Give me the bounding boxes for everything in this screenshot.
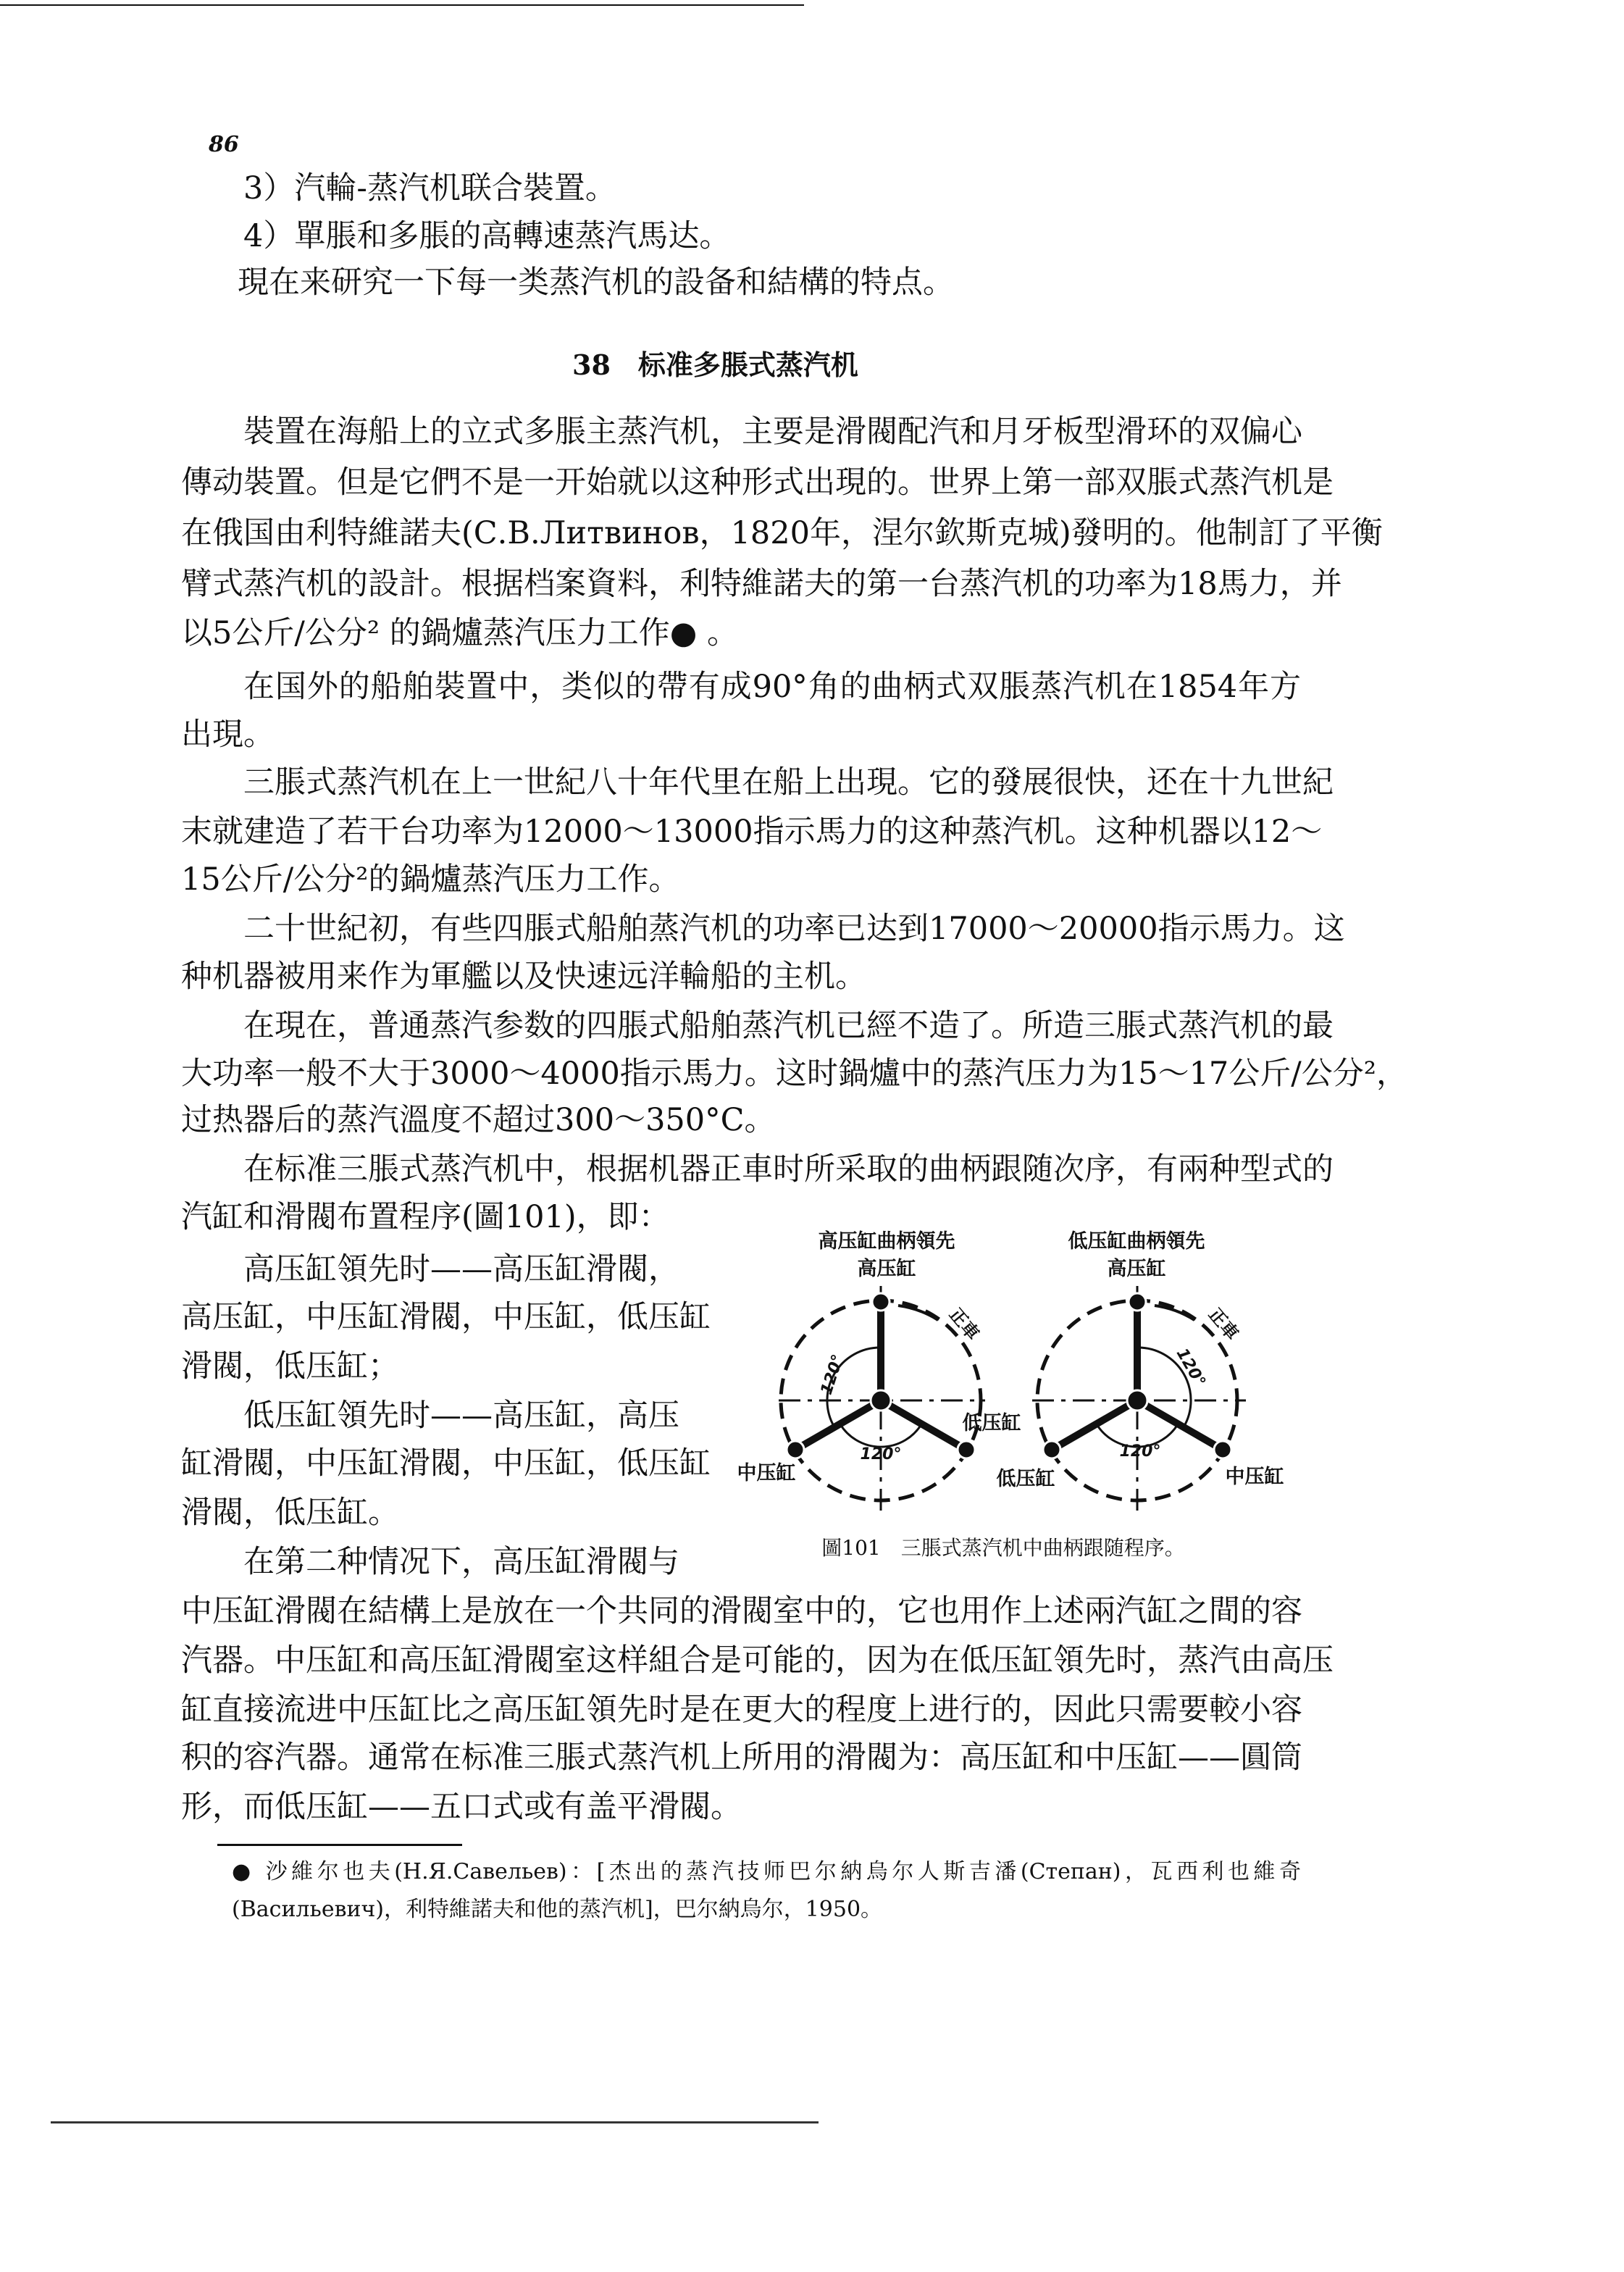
crank-pin	[1129, 1293, 1146, 1311]
list-item: 4）單脹和多脹的高轉速蒸汽馬达。	[243, 218, 731, 254]
text-line: 在国外的船舶裝置中，类似的帶有成90°角的曲柄式双脹蒸汽机在1854年方	[243, 669, 1301, 705]
text-line: 出現。	[181, 717, 275, 753]
intro-text: 現在来研究一下每一类蒸汽机的設备和結構的特点。	[238, 264, 954, 301]
text-line: 在第二种情况下，高压缸滑閥与	[243, 1544, 679, 1580]
angle-label: 120°	[817, 1352, 848, 1398]
angle-label: 120°	[1119, 1442, 1161, 1461]
text-line: 在俄国由利特維諾夫(С.В.Литвинов，1820年，涅尔欽斯克城)發明的。他制訂了平衡	[181, 515, 1383, 551]
text-line: 形，而低压缸——五口式或有盖平滑閥。	[181, 1789, 742, 1825]
crank-pin	[1043, 1441, 1060, 1458]
diagram-title: 低压缸曲柄領先	[1068, 1230, 1205, 1253]
diagram-title: 高压缸曲柄領先	[818, 1230, 955, 1253]
text-line: 15公斤/公分²的鍋爐蒸汽压力工作。	[181, 861, 680, 898]
label-ip-cylinder: 中压缸	[1225, 1466, 1284, 1488]
label-lp-cylinder: 低压缸	[996, 1468, 1055, 1490]
text-line: 在現在，普通蒸汽参数的四脹式船舶蒸汽机已經不造了。所造三脹式蒸汽机的最	[243, 1008, 1334, 1044]
text-line: 大功率一般不大于3000～4000指示馬力。这时鍋爐中的蒸汽压力为15～17公斤/公分²，	[181, 1056, 1408, 1092]
text-line: 中压缸滑閥在結構上是放在一个共同的滑閥室中的，它也用作上述兩汽缸之間的容	[181, 1593, 1302, 1629]
text-line: 汽缸和滑閥布置程序(圖101)，即：	[181, 1199, 670, 1235]
text-line: 滑閥，低压缸；	[181, 1348, 399, 1384]
text-line: 汽器。中压缸和高压缸滑閥室这样組合是可能的，因为在低压缸領先时，蒸汽由高压	[181, 1642, 1334, 1679]
text-line: 以5公斤/公分² 的鍋爐蒸汽压力工作● 。	[181, 615, 738, 651]
crank-shaft	[871, 1390, 891, 1411]
angle-label: 120°	[860, 1445, 902, 1463]
label-ip-cylinder: 中压缸	[737, 1462, 796, 1484]
text-line: 高压缸領先时——高压缸滑閥，	[243, 1251, 679, 1287]
crank-pin	[1214, 1441, 1231, 1458]
text-line: 积的容汽器。通常在标准三脹式蒸汽机上所用的滑閥为：高压缸和中压缸——圓筒	[181, 1740, 1302, 1776]
diagram-hp-lead	[737, 1229, 1021, 1514]
text-line: 缸滑閥，中压缸滑閥，中压缸，低压缸	[181, 1445, 711, 1482]
crank-pin	[872, 1293, 890, 1311]
text-line: 缸直接流进中压缸比之高压缸領先时是在更大的程度上进行的，因此只需要較小容	[181, 1692, 1302, 1728]
direction-label: 正車	[1205, 1304, 1243, 1345]
footnote-line: (Васильевич)，利特維諾夫和他的蒸汽机]，巴尔納烏尔，1950。	[232, 1897, 883, 1922]
text-line: 滑閥，低压缸。	[181, 1495, 399, 1531]
text-line: 在标准三脹式蒸汽机中，根据机器正車时所采取的曲柄跟随次序，有兩种型式的	[243, 1151, 1334, 1187]
text-line: 高压缸，中压缸滑閥，中压缸，低压缸	[181, 1299, 711, 1335]
footnote-line: ● 沙維尔也夫(Н.Я.Савельев)：[杰出的蒸汽技师巴尔納烏尔人斯吉潘(Степан)，瓦西利也維奇	[232, 1859, 1301, 1884]
text-line: 种机器被用来作为軍艦以及快速远洋輪船的主机。	[181, 958, 866, 995]
text-line: 傳动裝置。但是它們不是一开始就以这种形式出現的。世界上第一部双脹式蒸汽机是	[181, 464, 1334, 501]
text-line: 低压缸領先时——高压缸，高压	[243, 1398, 679, 1434]
section-heading: 38 标准多脹式蒸汽机	[572, 348, 858, 381]
list-item: 3）汽輪-蒸汽机联合裝置。	[243, 170, 616, 206]
crank-pin	[958, 1441, 975, 1458]
label-hp-cylinder: 高压缸	[1107, 1258, 1166, 1280]
crank-pin	[787, 1441, 804, 1458]
label-lp-cylinder: 低压缸	[962, 1412, 1021, 1434]
text-line: 二十世紀初，有些四脹式船舶蒸汽机的功率已达到17000～20000指示馬力。这	[243, 911, 1345, 947]
crank-shaft	[1127, 1390, 1147, 1411]
text-line: 臂式蒸汽机的設計。根据档案資料，利特維諾夫的第一台蒸汽机的功率为18馬力，并	[181, 566, 1342, 602]
figure-caption: 圖101 三脹式蒸汽机中曲柄跟随程序。	[821, 1536, 1185, 1560]
text-line: 末就建造了若干台功率为12000～13000指示馬力的这种蒸汽机。这种机器以12～	[181, 814, 1323, 850]
text-line: 过热器后的蒸汽溫度不超过300～350°C。	[181, 1102, 776, 1138]
text-line: 三脹式蒸汽机在上一世紀八十年代里在船上出現。它的發展很快，还在十九世紀	[243, 764, 1334, 801]
text-line: 裝置在海船上的立式多脹主蒸汽机，主要是滑閥配汽和月牙板型滑环的双偏心	[243, 414, 1302, 450]
label-hp-cylinder: 高压缸	[857, 1258, 916, 1280]
page-number: 86	[209, 132, 239, 157]
diagram-lp-lead	[997, 1229, 1284, 1514]
direction-label: 正車	[945, 1304, 984, 1345]
angle-label: 120°	[1172, 1345, 1209, 1390]
